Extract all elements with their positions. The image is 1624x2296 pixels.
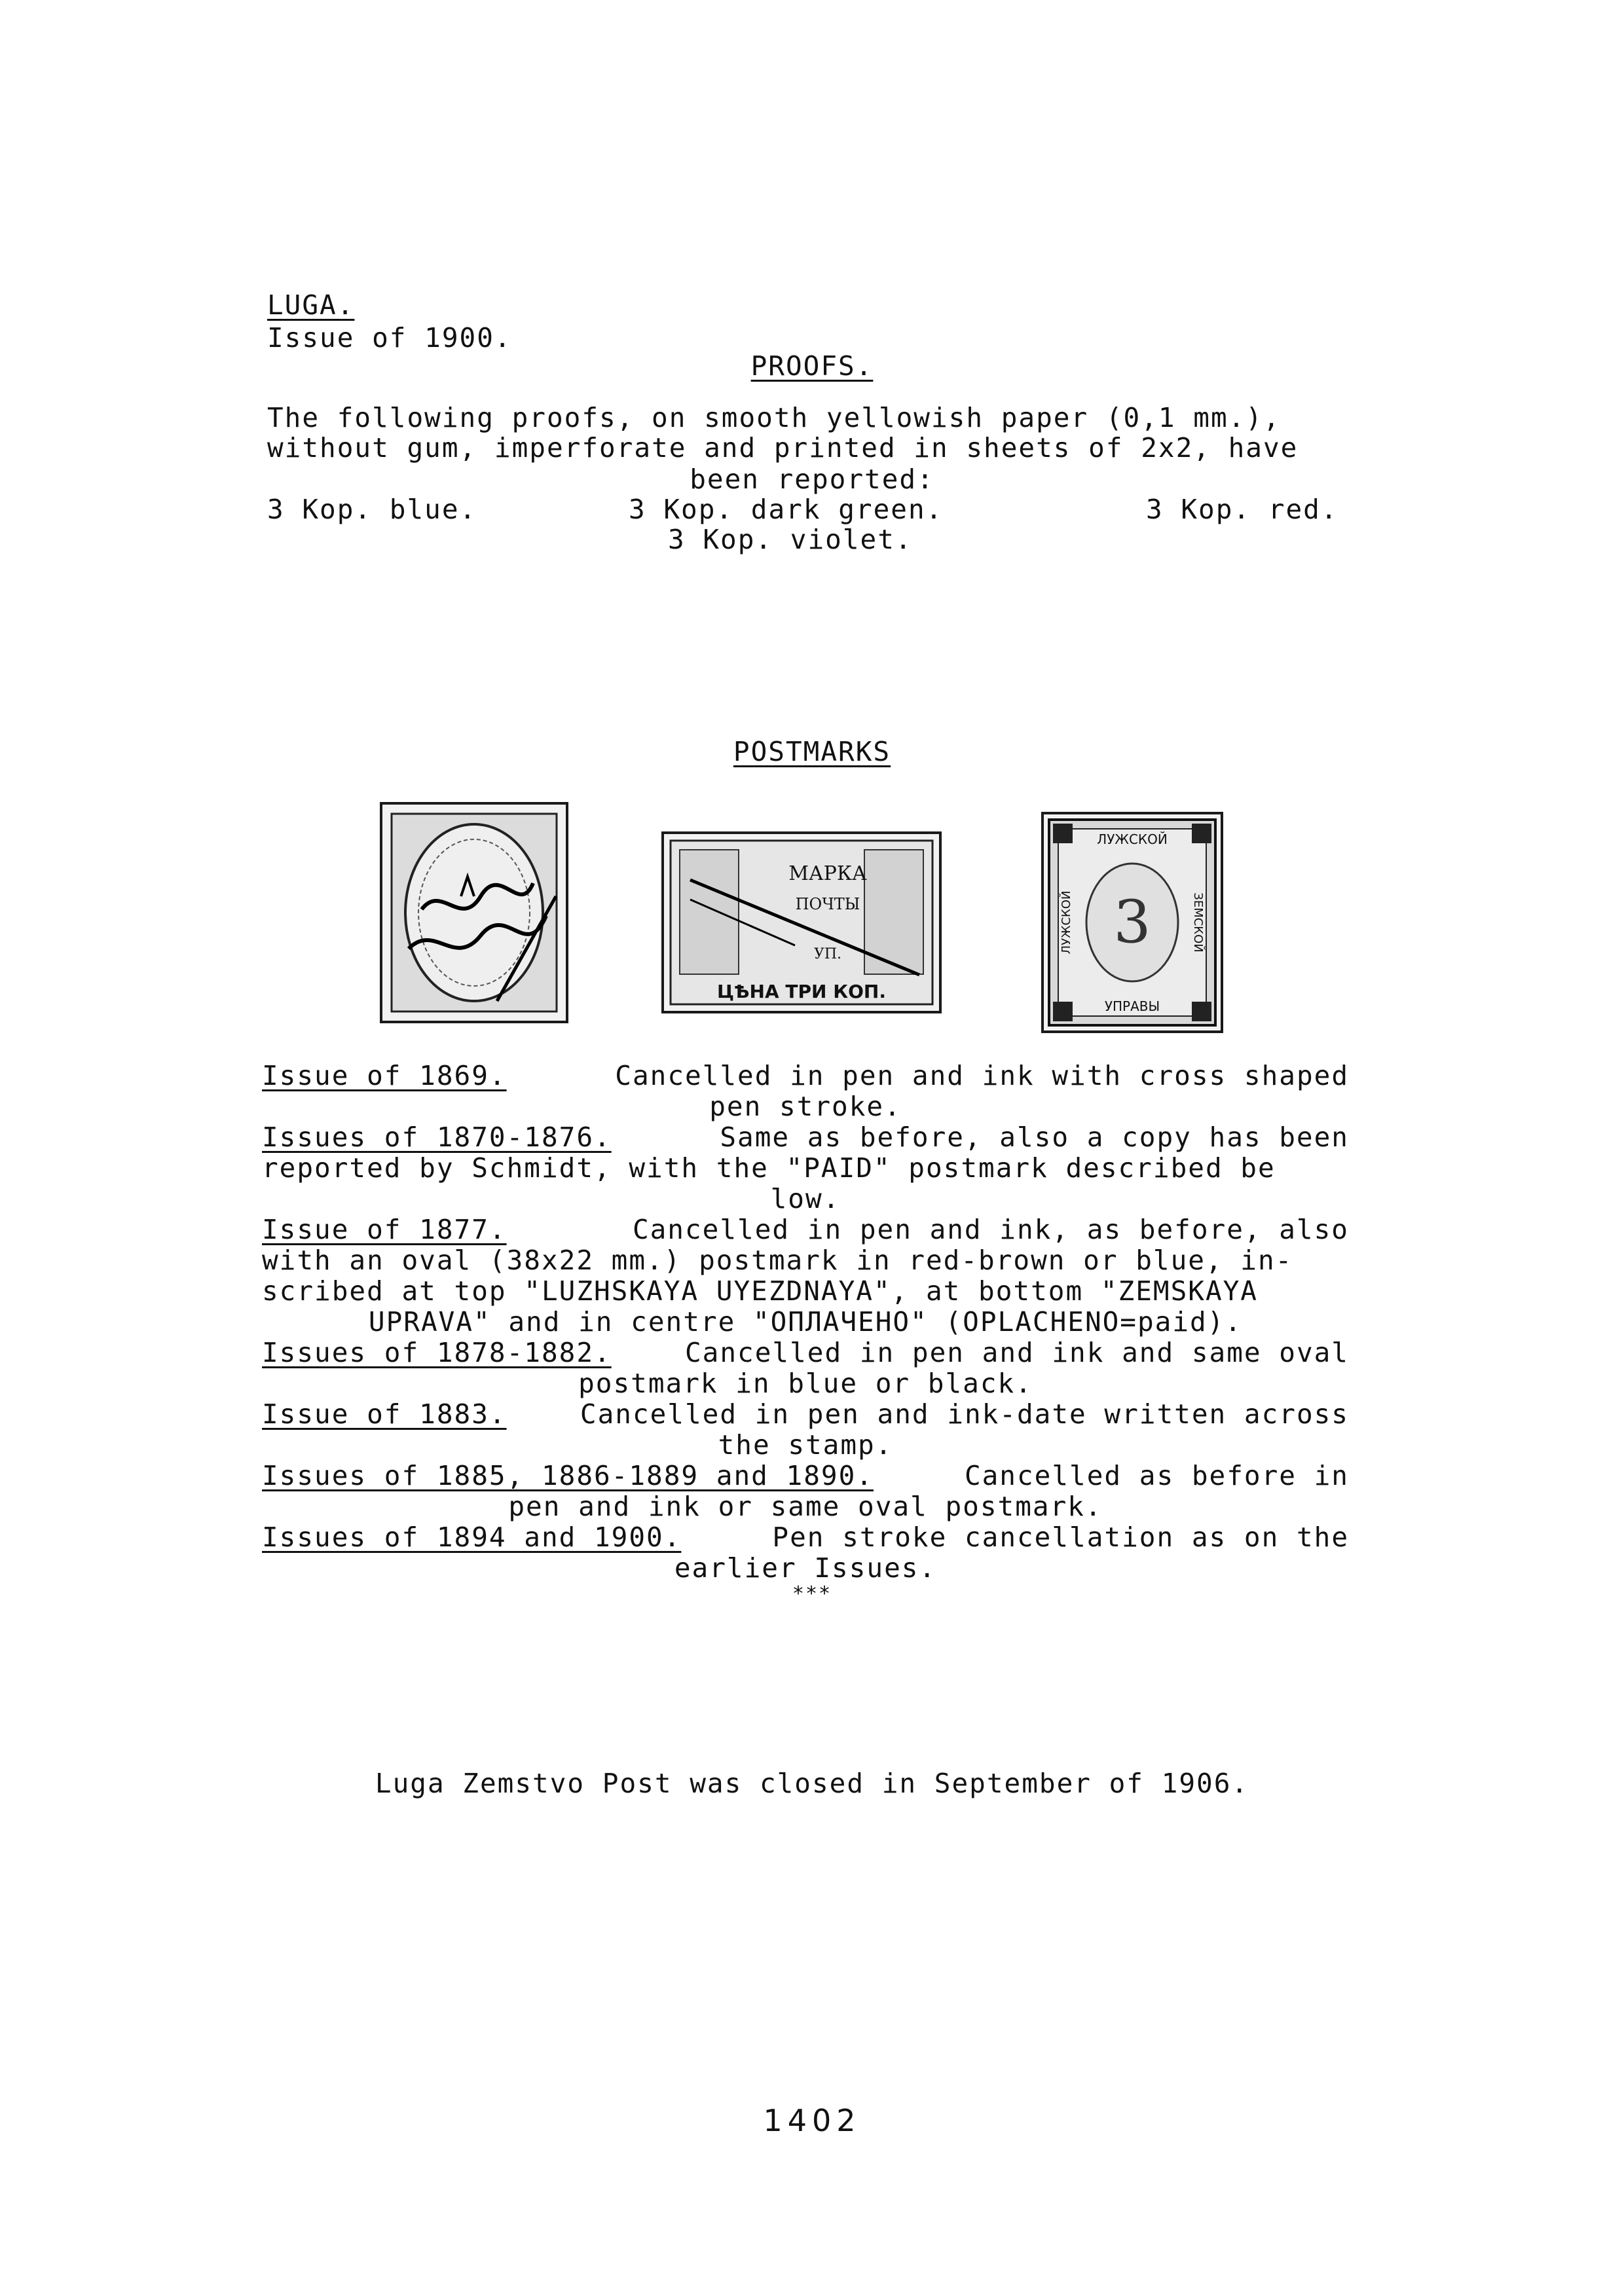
postmark-entry-1877 — [262, 1214, 1349, 1338]
entry-label: Issues of 1894 and 1900. — [262, 1522, 682, 1553]
entry-text: Cancelled in pen and ink with cross shaped — [615, 1060, 1349, 1091]
entry-continuation: pen stroke. — [709, 1091, 902, 1122]
entry-text: Cancelled in pen and ink and same oval — [685, 1337, 1349, 1368]
entry-text: Cancelled in pen and ink, as before, also — [632, 1214, 1349, 1245]
stamp-luga-value: 3 — [1113, 888, 1151, 957]
entry-label: Issue of 1877. — [262, 1214, 507, 1245]
postmark-entry-1869 — [262, 1061, 1349, 1122]
entry-continuation: the stamp. — [718, 1429, 893, 1461]
stamp-luga-text-3: УПРАВЫ — [1104, 998, 1160, 1014]
stamp-image-luga — [1041, 812, 1223, 1033]
stamp-1869-drawing — [382, 805, 566, 1021]
entry-label: Issue of 1869. — [262, 1060, 507, 1091]
entry-text: Cancelled as before in — [964, 1460, 1349, 1491]
proofs-heading: PROOFS. — [750, 350, 874, 382]
stamp-image-1869 — [380, 802, 568, 1023]
proof-item-dark-green: 3 Kop. dark green. — [629, 494, 944, 525]
stamp-luga-text-1: ЛУЖСКОЙ — [1097, 831, 1168, 847]
stamp-middle-drawing — [664, 834, 939, 1011]
stamp-middle-text-3: УП. — [813, 946, 842, 962]
stamp-middle-text-4: ЦѢНА ТРИ КОП. — [717, 981, 886, 1002]
place-heading: LUGA. — [267, 289, 355, 321]
entry-label: Issues of 1870-1876. — [262, 1121, 612, 1153]
postmark-entry-1870-1876 — [262, 1122, 1349, 1214]
entry-continuation-row: reported by Schmidt, with the "PAID" postmark described be — [262, 1152, 1276, 1184]
closing-note: Luga Zemstvo Post was closed in September of 1906. — [375, 1768, 1249, 1799]
entry-label: Issues of 1885, 1886-1889 and 1890. — [262, 1460, 874, 1491]
page-number: 1402 — [763, 2103, 861, 2138]
issue-heading: Issue of 1900. — [267, 322, 512, 354]
proof-item-blue: 3 Kop. blue. — [267, 494, 477, 525]
stamp-luga-text-side-left: ЛУЖСКОЙ — [1060, 890, 1073, 955]
postmark-entry-1885-1890 — [262, 1461, 1349, 1522]
stamp-luga-text-2: ЗЕМСКОЙ — [1191, 892, 1205, 953]
postmark-entry-1878-1882 — [262, 1338, 1349, 1399]
entry-continuation: UPRAVA" and in centre "ОПЛАЧЕНО" (OPLACHENO=paid). — [368, 1306, 1243, 1338]
proof-item-red: 3 Kop. red. — [1146, 494, 1338, 525]
proofs-line-2: without gum, imperforate and printed in sheets of 2x2, have — [267, 432, 1299, 464]
postmark-entry-1883 — [262, 1399, 1349, 1461]
entry-continuation: low. — [770, 1183, 841, 1214]
entry-label: Issue of 1883. — [262, 1398, 507, 1430]
entry-text: Pen stroke cancellation as on the — [772, 1522, 1349, 1553]
proofs-line-3: been reported: — [690, 464, 934, 495]
proofs-line-1: The following proofs, on smooth yellowish paper (0,1 mm.), — [267, 402, 1281, 433]
postmarks-heading: POSTMARKS — [733, 736, 891, 767]
stamp-middle-text-1: МАРКА — [788, 862, 867, 885]
entry-continuation-row-1: with an oval (38x22 mm.) postmark in red-brown or blue, in- — [262, 1245, 1293, 1276]
entry-continuation-row-2: scribed at top "LUZHSKAYA UYEZDNAYA", at bottom "ZEMSKAYA — [262, 1275, 1258, 1307]
stamp-image-middle — [661, 831, 942, 1013]
entry-continuation: postmark in blue or black. — [578, 1368, 1033, 1399]
separator-asterisks: *** — [792, 1582, 832, 1605]
entry-continuation: earlier Issues. — [674, 1552, 937, 1584]
stamp-middle-text-2: ПОЧТЫ — [795, 895, 860, 913]
entry-text: Same as before, also a copy has been — [720, 1121, 1349, 1153]
entry-label: Issues of 1878-1882. — [262, 1337, 612, 1368]
postmark-entry-1894-1900 — [262, 1522, 1349, 1584]
proof-item-violet: 3 Kop. violet. — [668, 524, 913, 555]
entry-continuation: pen and ink or same oval postmark. — [508, 1491, 1103, 1522]
stamp-luga-drawing — [1044, 814, 1221, 1030]
entry-text: Cancelled in pen and ink-date written across — [580, 1398, 1349, 1430]
